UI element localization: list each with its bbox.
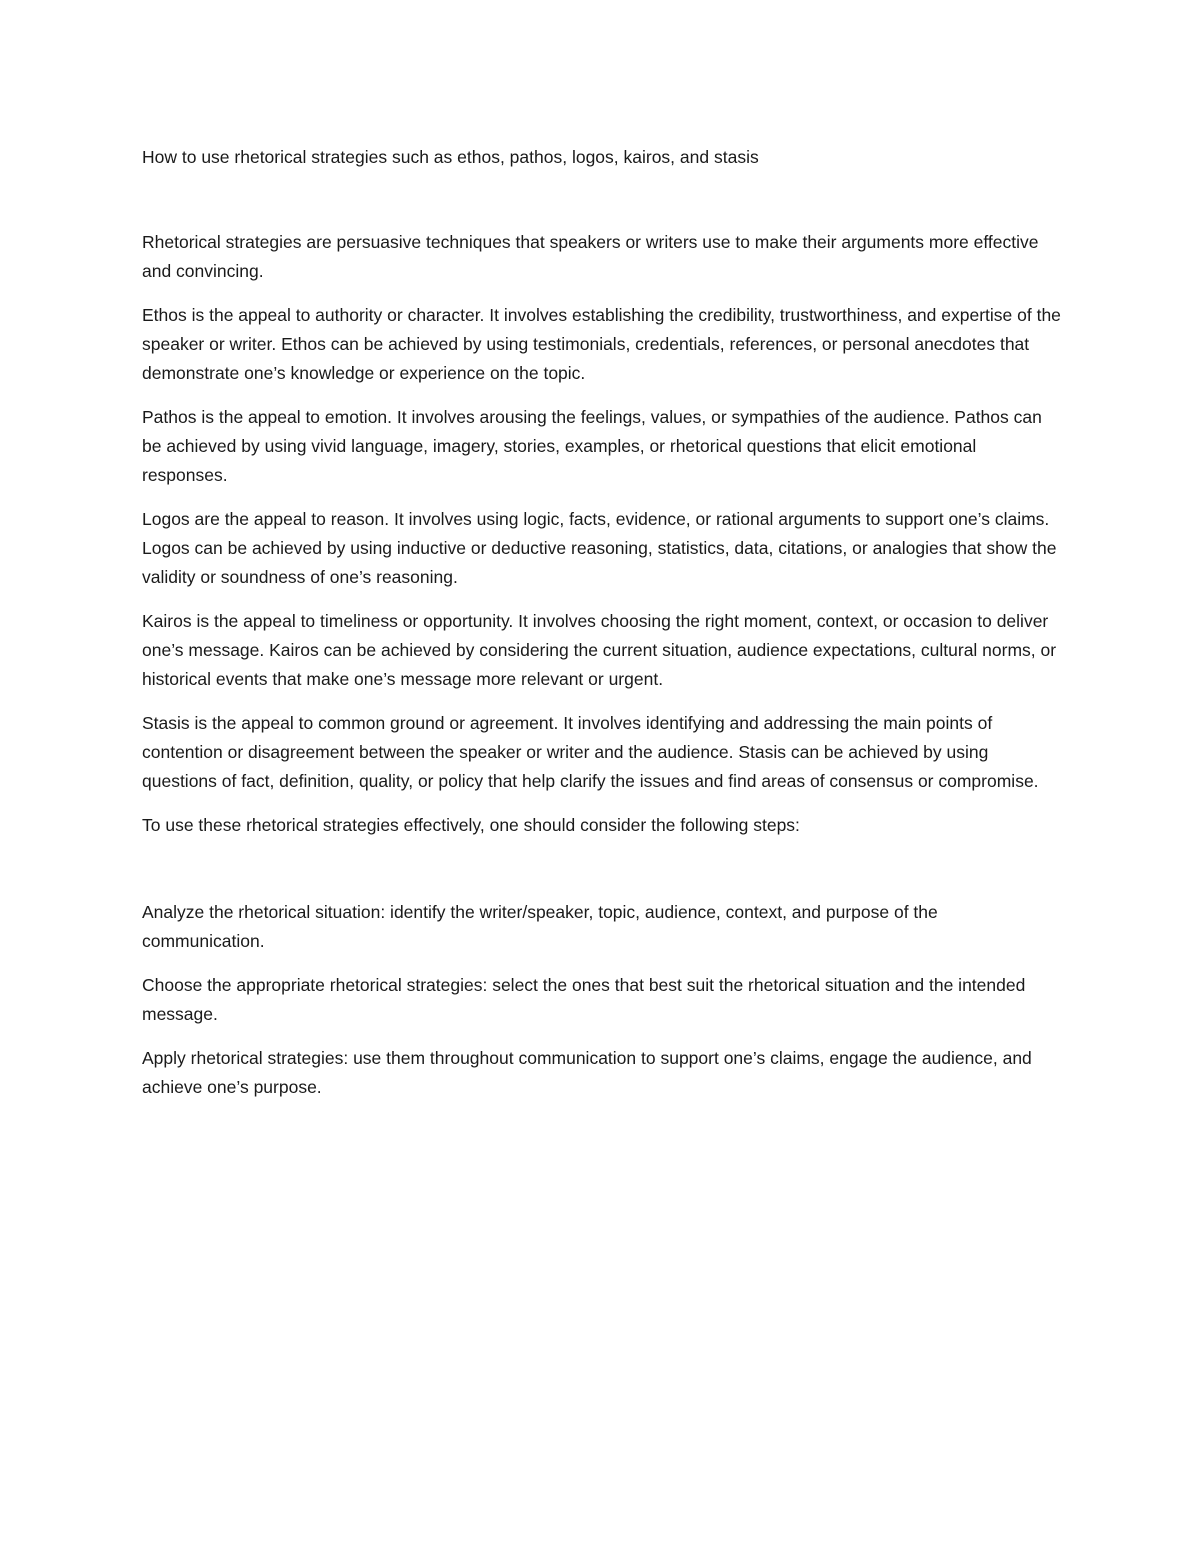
document-body [142, 143, 1062, 1102]
paragraph-logos: Logos are the appeal to reason. It involves using logic, facts, evidence, or rational arguments to support one’s claims. Logos can be achieved by using inductive or deductive reasoning, statistics, data, citations, or analogies that show the validity or soundness of one’s reasoning. [142, 509, 1057, 587]
paragraph-intro: Rhetorical strategies are persuasive techniques that speakers or writers use to make their arguments more effective and convincing. [142, 232, 1039, 281]
step-choose: Choose the appropriate rhetorical strategies: select the ones that best suit the rhetorical situation and the intended message. [142, 975, 1026, 1024]
document-title: How to use rhetorical strategies such as ethos, pathos, logos, kairos, and stasis [142, 147, 759, 167]
paragraph-stasis: Stasis is the appeal to common ground or agreement. It involves identifying and addressing the main points of contention or disagreement between the speaker or writer and the audience. Stasis can be achieved by using questions of fact, definition, quality, or policy that help clarify the issues and find areas of consensus or compromise. [142, 713, 1039, 791]
step-analyze: Analyze the rhetorical situation: identify the writer/speaker, topic, audience, context, and purpose of the communication. [142, 902, 938, 951]
paragraph-ethos: Ethos is the appeal to authority or character. It involves establishing the credibility, trustworthiness, and expertise of the speaker or writer. Ethos can be achieved by using testimonials, credentials, references, or personal anecdotes that demonstrate one’s knowledge or experience on the topic. [142, 305, 1061, 383]
paragraph-pathos: Pathos is the appeal to emotion. It involves arousing the feelings, values, or sympathies of the audience. Pathos can be achieved by using vivid language, imagery, stories, examples, or rhetorical questions that elicit emotional responses. [142, 407, 1042, 485]
step-apply: Apply rhetorical strategies: use them throughout communication to support one’s claims, engage the audience, and achieve one’s purpose. [142, 1048, 1032, 1097]
paragraph-kairos: Kairos is the appeal to timeliness or opportunity. It involves choosing the right moment, context, or occasion to deliver one’s message. Kairos can be achieved by considering the current situation, audience expectations, cultural norms, or historical events that make one’s message more relevant or urgent. [142, 611, 1057, 689]
paragraph-steps-intro: To use these rhetorical strategies effectively, one should consider the following steps: [142, 815, 800, 835]
